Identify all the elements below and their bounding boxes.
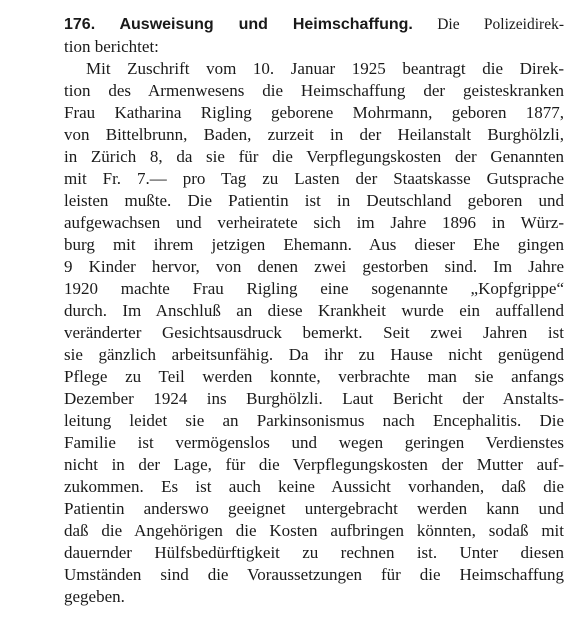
article-text [64,14,564,608]
text-line: Mit Zuschrift vom 10. Januar 1925 beantragt die Direk- [86,59,564,78]
text-line: tion berichtet: [64,37,159,56]
text-line: durch. Im Anschluß an diese Krankheit wurde ein auffallend [64,301,564,320]
text-line: leisten mußte. Die Patientin ist in Deutschland geboren und [64,191,564,210]
text-line: Pflege zu Teil werden konnte, verbrachte man sie anfangs [64,367,564,386]
text-line: Umständen sind die Voraussetzungen für die Heimschaffung [64,565,564,584]
text-line: in Zürich 8, da sie für die Verpflegungskosten der Genannten [64,147,564,166]
text-line: nicht in der Lage, für die Verpflegungskosten der Mutter auf- [64,455,564,474]
text-line: Frau Katharina Rigling geborene Mohrmann, geboren 1877, [64,103,564,122]
text-line: 9 Kinder hervor, von denen zwei gestorben sind. Im Jahre [64,257,564,276]
text-line: daß die Angehörigen die Kosten aufbringen könnten, sodaß mit [64,521,564,540]
text-line: Familie ist vermögenslos und wegen geringen Verdienstes [64,433,564,452]
text-line: Patientin anderswo geeignet untergebracht werden kann und [64,499,564,518]
text-line: gegeben. [64,587,125,606]
text-line: sie gänzlich arbeitsunfähig. Da ihr zu Hause nicht genügend [64,345,564,364]
text-line: zukommen. Es ist auch keine Aussicht vorhanden, daß die [64,477,564,496]
text-line: von Bittelbrunn, Baden, zurzeit in der Heilanstalt Burghölzli, [64,125,564,144]
heading-line [64,14,564,36]
article-heading: 176. Ausweisung und Heimschaffung. [64,16,413,33]
text-line: dauernder Hülfsbedürftigkeit zu rechnen ist. Unter diesen [64,543,564,562]
text-line: burg mit ihrem jetzigen Ehemann. Aus dieser Ehe gingen [64,235,564,254]
text-line: veränderter Gesichtsausdruck bemerkt. Seit zwei Jahren ist [64,323,564,342]
text-line: Die Polizeidirek- [437,16,564,33]
text-line: 1920 machte Frau Rigling eine sogenannte „Kopfgrippe“ [64,279,564,298]
text-line: Dezember 1924 ins Burghölzli. Laut Bericht der Anstalts- [64,389,564,408]
text-line: leitung leidet sie an Parkinsonismus nach Encephalitis. Die [64,411,564,430]
text-line: aufgewachsen und verheiratete sich im Jahre 1896 in Würz- [64,213,564,232]
text-line: tion des Armenwesens die Heimschaffung der geisteskranken [64,81,564,100]
text-line: mit Fr. 7.— pro Tag zu Lasten der Staatskasse Gutsprache [64,169,564,188]
